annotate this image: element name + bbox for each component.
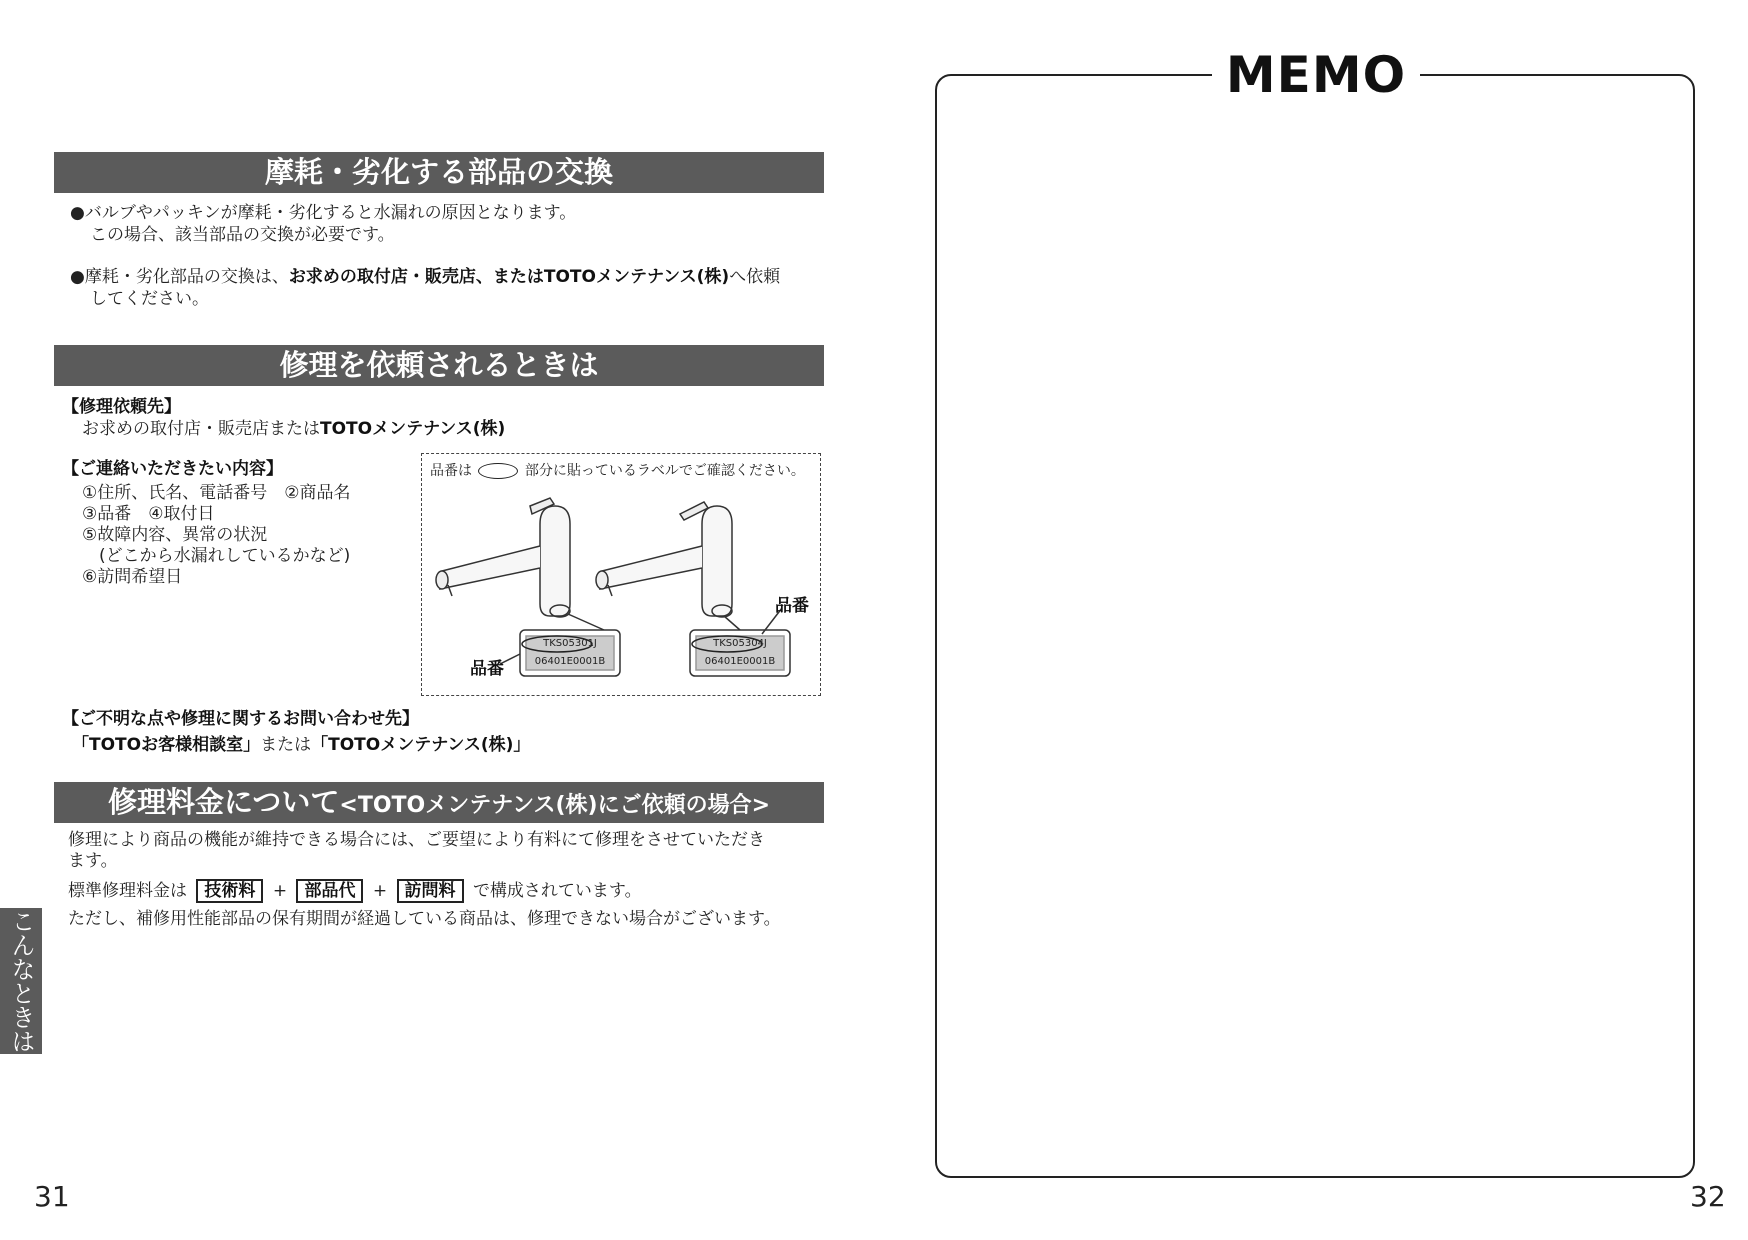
bullet2-line2: してください。 (90, 289, 209, 309)
label-right-model: TKS05304J (713, 638, 767, 649)
contact-item-4: (どこから水漏れしているかなど) (82, 546, 351, 566)
section-title-text: 修理を依頼されるときは (279, 348, 599, 382)
label-left (526, 636, 614, 668)
contact-item-1: ①住所、氏名、電話番号 ②商品名 (82, 483, 351, 503)
memo-title: MEMO (1212, 44, 1420, 106)
bullet2-prefix: ●摩耗・劣化部品の交換は、 (70, 267, 289, 287)
diagram-caption-suffix: 部分に貼っているラベルでご確認ください。 (524, 463, 805, 479)
section-title-repair-request (54, 345, 824, 386)
contact-item-2: ③品番 ④取付日 (82, 504, 215, 524)
page-number-right: 32 (1690, 1180, 1726, 1213)
inquiry-heading: 【ご不明な点や修理に関するお問い合わせ先】 (62, 709, 419, 729)
fee-para3: ただし、補修用性能部品の保有期間が経過している商品は、修理できない場合がございます。 (68, 909, 781, 929)
hinban-right-label: 品番 (775, 596, 809, 616)
contact-item-3: ⑤故障内容、異常の状況 (82, 525, 268, 545)
fee-breakdown (68, 879, 642, 903)
memo-box (935, 74, 1695, 1178)
inquiry-mid: または (260, 735, 312, 755)
side-tab: こんなときは (0, 908, 42, 1054)
section-title-text: 摩耗・劣化する部品の交換 (264, 155, 613, 189)
bullet2-bold: お求めの取付店・販売店、またはTOTOメンテナンス(株) (288, 267, 730, 287)
plus-sign: + (372, 881, 388, 901)
fee-para1-line2: ます。 (68, 851, 118, 871)
contact-heading: 【ご連絡いただきたい内容】 (62, 459, 283, 479)
section-title-main: 修理料金について (107, 785, 340, 819)
fee-item-technical: 技術料 (196, 879, 263, 903)
section-title-parts-replacement (54, 152, 824, 193)
inquiry-text (72, 734, 530, 756)
repair-dest-bold: TOTOメンテナンス(株) (320, 419, 506, 439)
bullet1-line2: この場合、該当部品の交換が必要です。 (90, 225, 395, 245)
fee-item-parts: 部品代 (296, 879, 363, 903)
fee-prefix: 標準修理料金は (68, 881, 187, 901)
label-right (696, 636, 784, 668)
hinban-left-label: 品番 (470, 659, 504, 679)
diagram-caption-prefix: 品番は (430, 463, 472, 479)
label-right-code: 06401E0001B (704, 656, 776, 667)
faucet-label-diagram (421, 453, 821, 696)
repair-dest-text (82, 418, 505, 440)
page-number-left: 31 (34, 1180, 70, 1213)
bullet2-suffix: へ依頼 (729, 267, 781, 287)
fee-para1-line1: 修理により商品の機能が維持できる場合には、ご要望により有料にて修理をさせていただき (68, 830, 765, 850)
fee-suffix: で構成されています。 (472, 881, 642, 901)
bullet1-line1: ●バルブやパッキンが摩耗・劣化すると水漏れの原因となります。 (70, 203, 577, 223)
label-left-model: TKS05301J (543, 638, 597, 649)
inquiry-part2: 「TOTOメンテナンス(株)」 (311, 735, 531, 755)
label-left-code: 06401E0001B (534, 656, 606, 667)
fee-item-visit: 訪問料 (397, 879, 464, 903)
repair-dest-heading: 【修理依頼先】 (62, 397, 181, 417)
contact-item-5: ⑥訪問希望日 (82, 567, 183, 587)
section-title-repair-fee (54, 782, 824, 823)
section-title-sub: <TOTOメンテナンス(株)にご依頼の場合> (339, 793, 771, 818)
bullet2-line1 (70, 266, 780, 288)
inquiry-part1: 「TOTOお客様相談室」 (72, 735, 261, 755)
plus-sign: + (272, 881, 288, 901)
repair-dest-prefix: お求めの取付店・販売店または (82, 419, 320, 439)
